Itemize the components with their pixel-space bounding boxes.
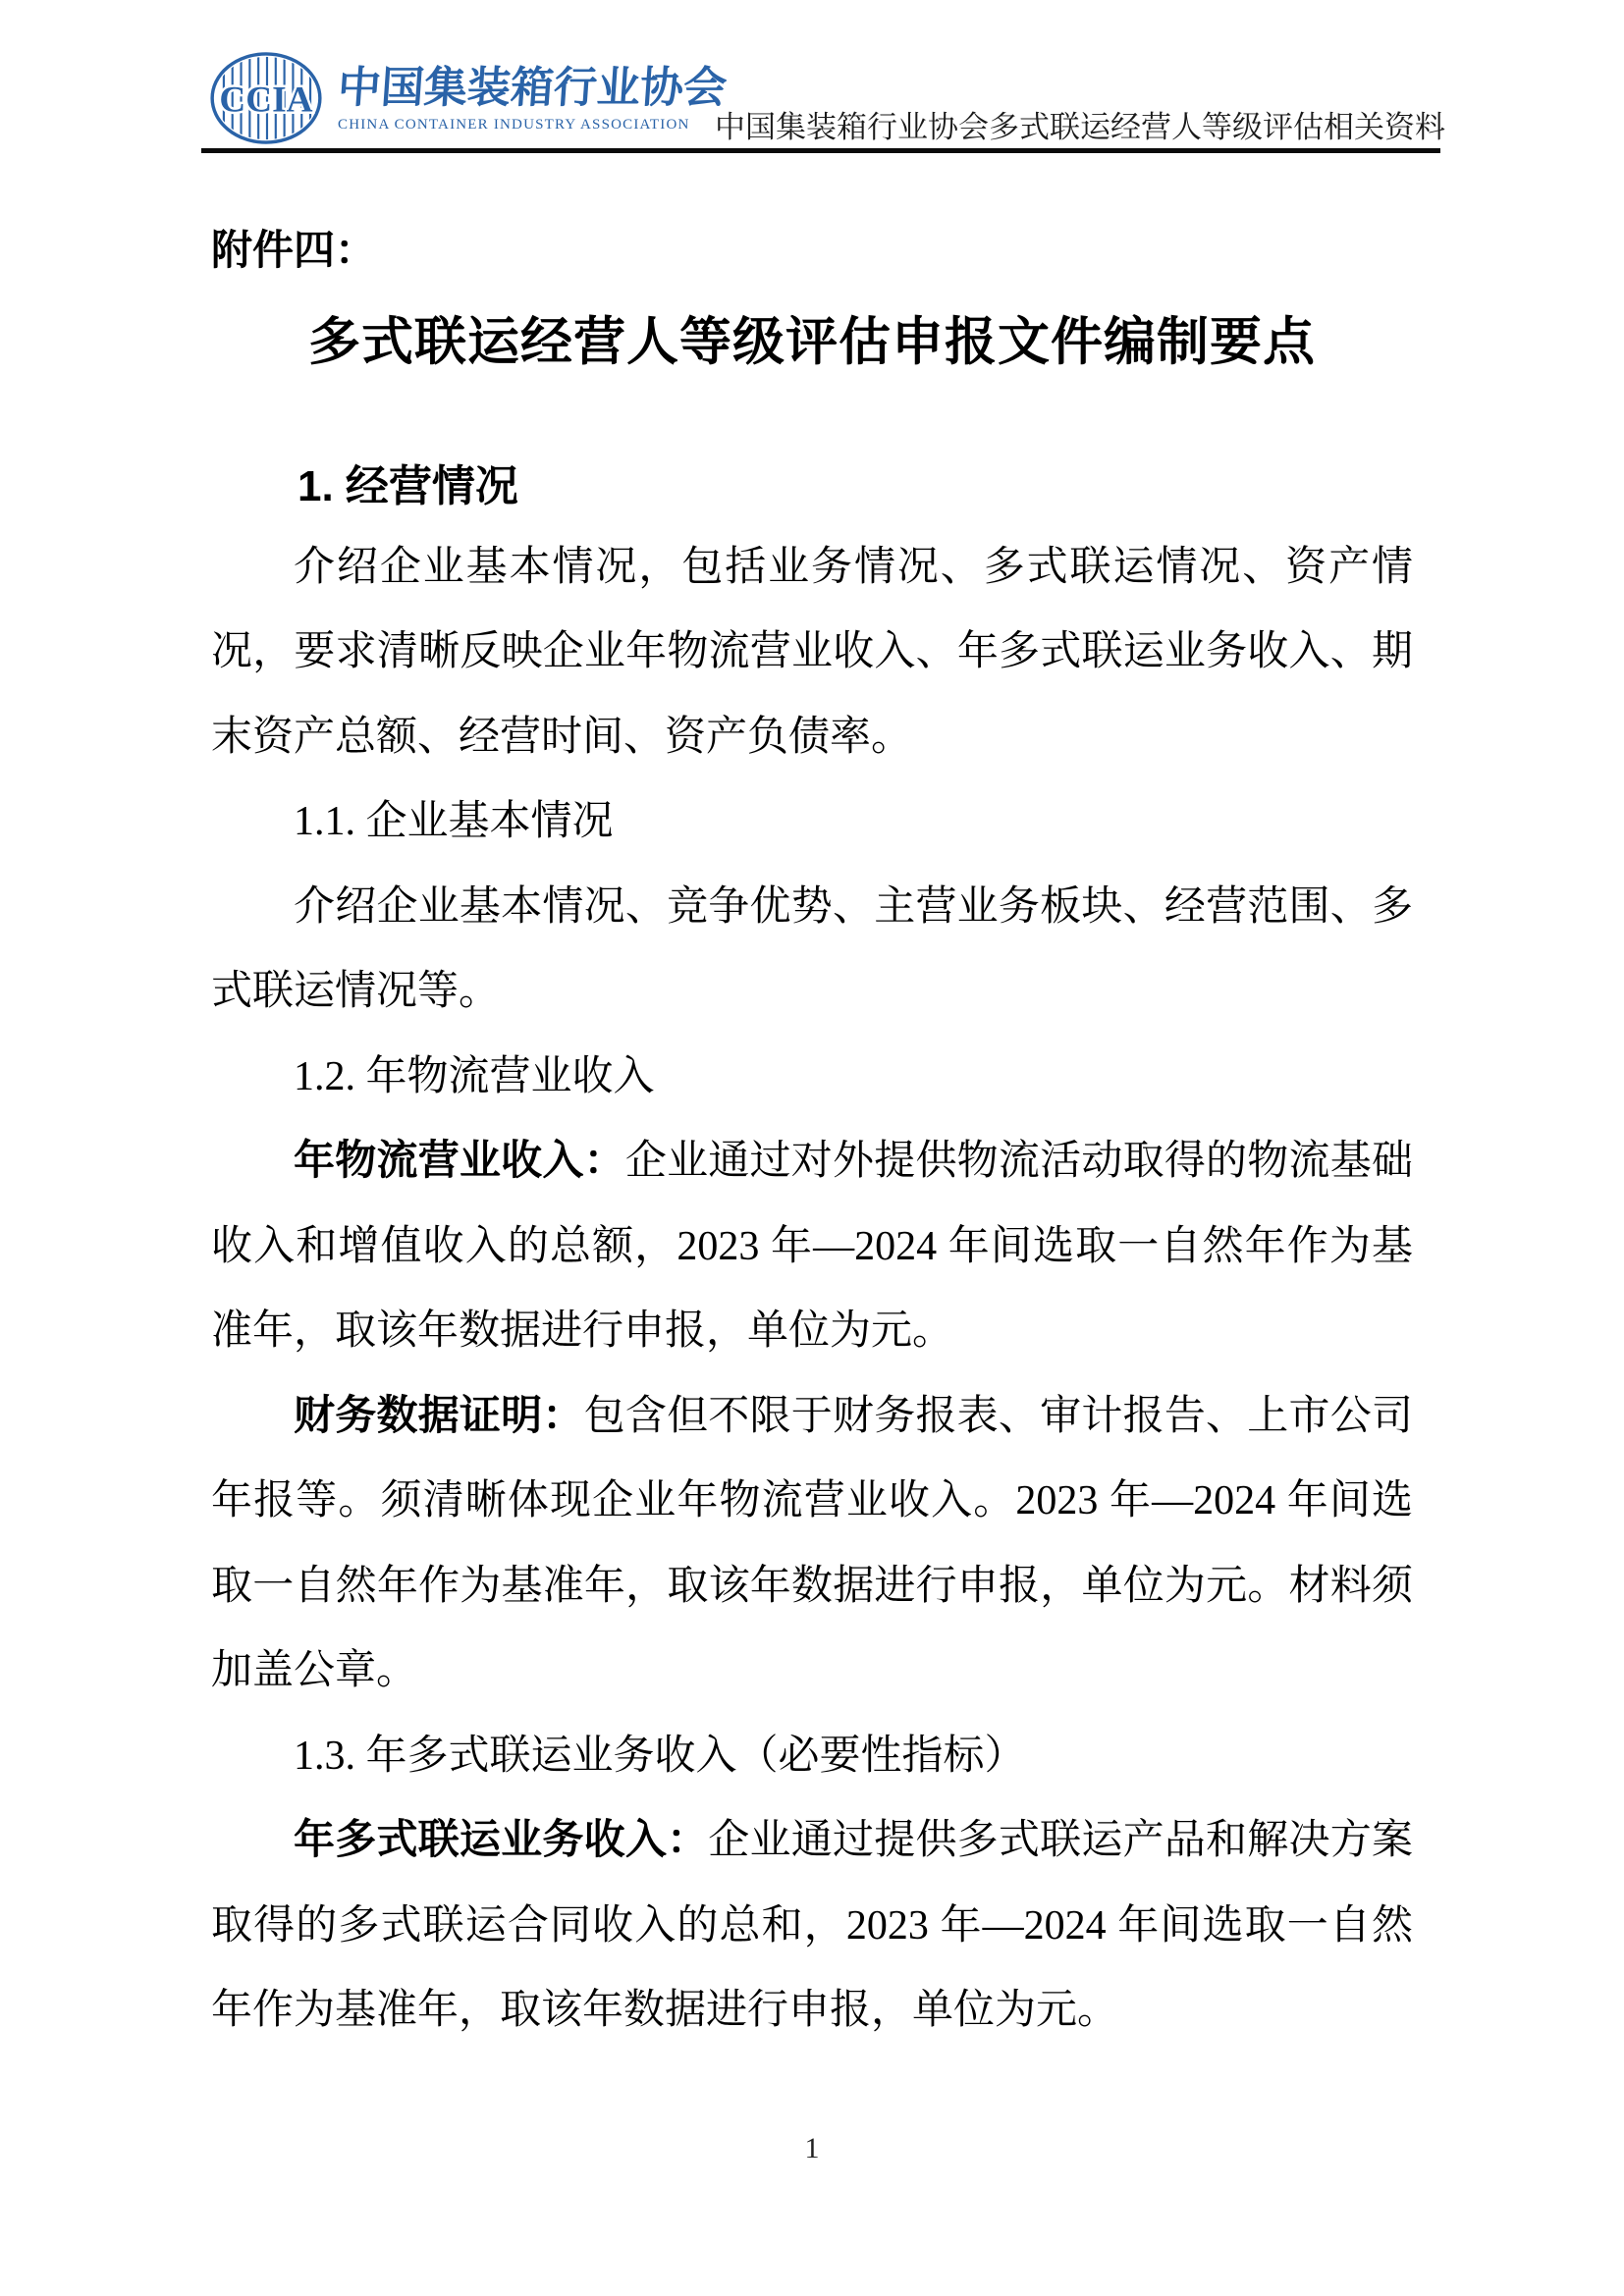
paragraph-logistics-revenue bbox=[211, 1119, 1413, 1374]
section-heading-1: 1. 经营情况 bbox=[298, 461, 518, 510]
logo-text-block bbox=[338, 64, 727, 133]
logo-name-en: CHINA CONTAINER INDUSTRY ASSOCIATION bbox=[338, 116, 690, 133]
sub-heading-1-3: 1.3. 年多式联运业务收入（必要性指标） bbox=[294, 1733, 1026, 1779]
page-number: 1 bbox=[804, 2132, 820, 2164]
paragraph-text-multimodal-revenue: 企业通过提供多式联运产品和解决方案取得的多式联运合同收入的总和，2023 年—2024 年间选取一自然年作为基准年，取该年数据进行申报，单位为元。 bbox=[211, 1818, 1413, 2033]
header-title-text: 中国集装箱行业协会多式联运经营人等级评估相关资料 bbox=[715, 110, 1445, 144]
document-title: 多式联运经营人等级评估申报文件编制要点 bbox=[308, 312, 1316, 371]
paragraph-lead-financial-proof: 财务数据证明： bbox=[294, 1393, 584, 1439]
sub-heading-1-2: 1.2. 年物流营业收入 bbox=[294, 1053, 655, 1099]
paragraph-lead-logistics-revenue: 年物流营业收入： bbox=[294, 1139, 625, 1184]
logo-name-cn: 中国集装箱行业协会 bbox=[336, 63, 729, 112]
paragraph-operating-overview: 介绍企业基本情况，包括业务情况、多式联运情况、资产情况，要求清晰反映企业年物流营业收入、年多式联运业务收入、期末资产总额、经营时间、资产负债率。 bbox=[211, 544, 1413, 760]
attachment-label: 附件四： bbox=[211, 227, 377, 273]
paragraph-lead-multimodal-revenue: 年多式联运业务收入： bbox=[294, 1818, 709, 1863]
sub-heading-1-1: 1.1. 企业基本情况 bbox=[294, 799, 614, 844]
paragraph-text-logistics-revenue: 企业通过对外提供物流活动取得的物流基础收入和增值收入的总额，2023 年—2024 年间选取一自然年作为基准年，取该年数据进行申报，单位为元。 bbox=[211, 1139, 1413, 1354]
ccia-logo-icon bbox=[208, 51, 324, 145]
paragraph-company-basic: 介绍企业基本情况、竞争优势、主营业务板块、经营范围、多式联运情况等。 bbox=[211, 883, 1413, 1014]
paragraph-financial-proof bbox=[211, 1374, 1413, 1714]
document-body bbox=[211, 208, 1413, 2054]
header-rule bbox=[201, 148, 1440, 153]
paragraph-text-financial-proof: 包含但不限于财务报表、审计报告、上市公司年报等。须清晰体现企业年物流营业收入。2023 年—2024 年间选取一自然年作为基准年，取该年数据进行申报，单位为元。材料须加盖公章。 bbox=[211, 1393, 1413, 1693]
paragraph-multimodal-revenue bbox=[211, 1798, 1413, 2054]
ccia-acronym: CCIA bbox=[219, 80, 313, 121]
ccia-logo bbox=[208, 51, 727, 145]
